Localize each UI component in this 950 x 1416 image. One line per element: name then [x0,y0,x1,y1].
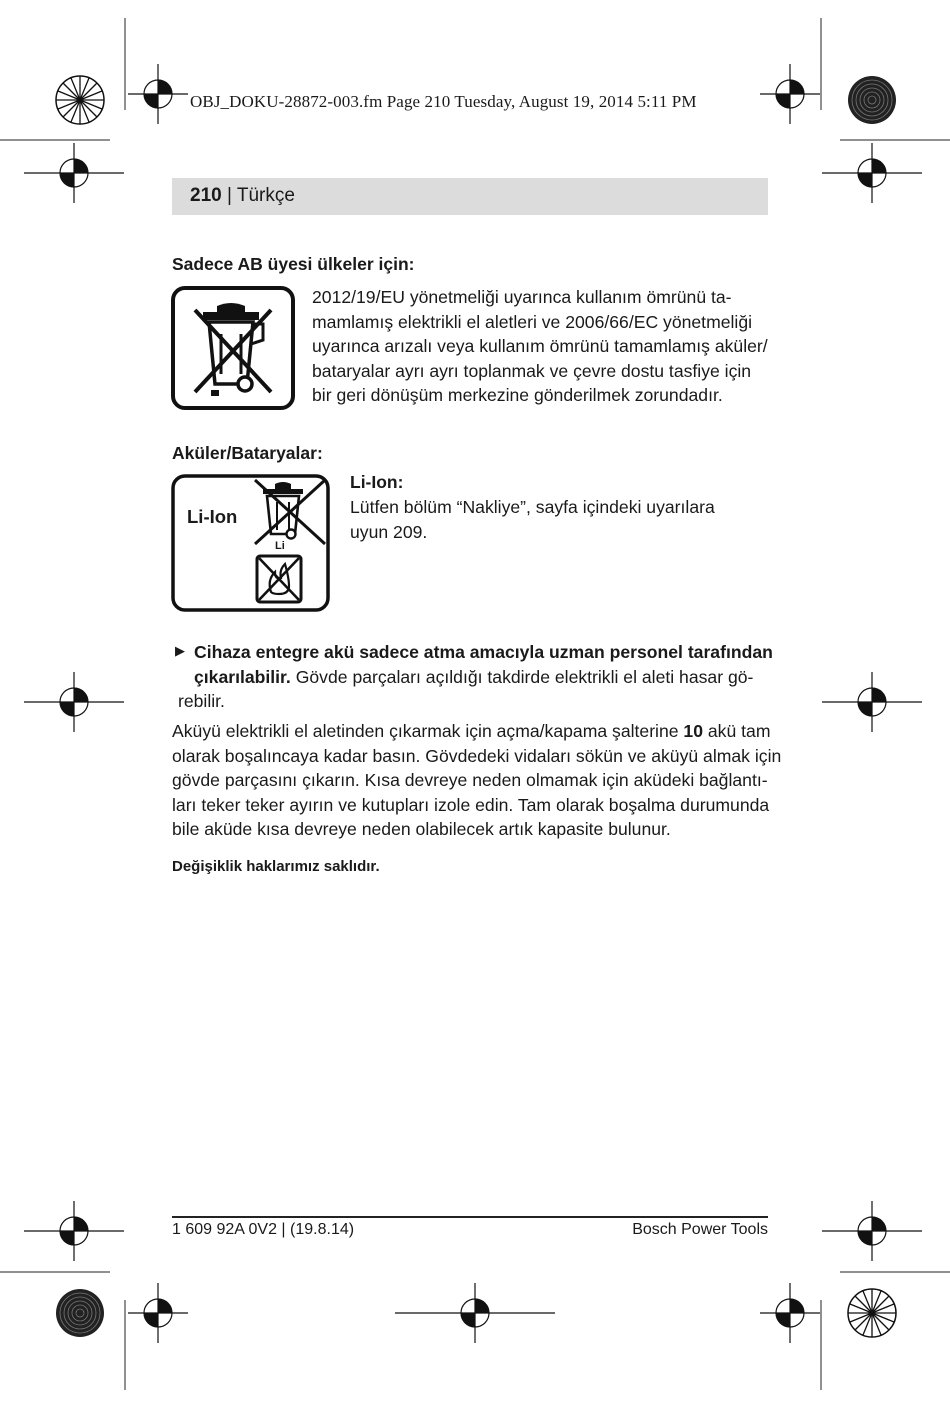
eu-text-line: uyarınca arızalı veya kullanım ömrünü tamamlamış aküler/ [312,336,768,357]
eu-text-line: bataryalar ayrı ayrı toplanmak ve çevre dostu tasfiye için [312,360,752,381]
removal-line-end: akü tam [703,721,771,741]
registration-mark-left-lower [24,1201,124,1261]
li-ion-badge-label: Li-Ion [187,506,238,527]
removal-paragraph [172,719,781,842]
no-fire-icon [257,556,301,602]
registration-mark-bottom-center [395,1283,555,1343]
removal-line: bile aküde kısa devreye neden olabilecek artık kapasite bulunur. [172,819,671,840]
eu-section-text [312,285,768,408]
print-slug: OBJ_DOKU-28872-003.fm Page 210 Tuesday, August 19, 2014 5:11 PM [190,92,697,111]
warning-text [194,640,773,689]
registration-mark-right-middle [822,672,922,732]
page-header [172,178,768,215]
header-separator: | [226,185,237,206]
registration-mark-left-upper [24,143,124,203]
eu-section-title: Sadece AB üyesi ülkeler için: [172,254,415,274]
eu-text-line: bir geri dönüşüm merkezine gönderilmek zorundadır. [312,385,723,406]
star-target-top-left [50,70,110,130]
footer-rule [172,1216,768,1218]
li-ion-text-line: uyun 209. [350,521,428,542]
small-wheelie-bin-icon [253,480,327,544]
battery-section-title: Aküler/Bataryalar: [172,443,323,463]
footer-brand: Bosch Power Tools [632,1221,768,1238]
registration-mark-left-middle [24,672,124,732]
registration-mark-right-upper [822,143,922,203]
removal-line: olarak boşalıncaya kadar basın. Gövdedeki vidaları sökün ve aküyü almak için [172,745,782,766]
removal-line [172,719,781,744]
header-language: Türkçe [236,185,295,206]
li-ion-subtitle: Li-Ion: [350,472,404,492]
rights-note: Değişiklik haklarımız saklıdır. [172,858,380,875]
li-ion-text-line: Lütfen bölüm “Nakliye”, sayfa içindeki uyarılara [350,497,715,517]
registration-mark-top-left [128,64,188,124]
star-target-bottom-left [50,1283,110,1343]
warning-line [194,665,773,690]
eu-text-line: 2012/19/EU yönetmeliği uyarınca kullanım ömrünü ta- [312,287,732,307]
warning-line-3: rebilir. [178,691,225,711]
warning-line: Cihaza entegre akü sadece atma amacıyla uzman personel tarafından [194,642,773,662]
registration-mark-bottom-right [760,1283,820,1343]
registration-mark-bottom-left [128,1283,188,1343]
removal-line: gövde parçasını çıkarın. Kısa devreye neden olmamak için aküdeki bağlantı- [172,770,768,791]
page-header-text [190,185,295,207]
star-target-top-right [842,70,902,130]
warning-bold-fragment: çıkarılabilir. [194,666,291,687]
switch-reference-number: 10 [683,721,703,741]
eu-text-line: mamlamış elektrikli el aletleri ve 2006/66/EC yönetmeliği [312,311,753,332]
li-ion-text [350,495,715,544]
warning-normal-fragment: Gövde parçaları açıldığı takdirde elektrikli el aleti hasar gö- [290,666,754,687]
li-ion-recycling-symbol-box [171,474,331,614]
footer-document-number: 1 609 92A 0V2 | (19.8.14) [172,1221,355,1238]
removal-line: ları teker teker ayırın ve kutupları izole edin. Tam olarak boşalma durumunda [172,794,770,815]
crossed-out-wheelie-bin-icon [171,286,295,410]
removal-line-start: Aküyü elektrikli el aletinden çıkarmak için açma/kapama şalterine [172,721,684,741]
page-number: 210 [190,185,222,206]
bin-li-label: Li [275,540,285,552]
registration-mark-top-right [760,64,820,124]
warning-bullet-icon: ▶ [175,643,185,658]
registration-mark-right-lower [822,1201,922,1261]
star-target-bottom-right [842,1283,902,1343]
